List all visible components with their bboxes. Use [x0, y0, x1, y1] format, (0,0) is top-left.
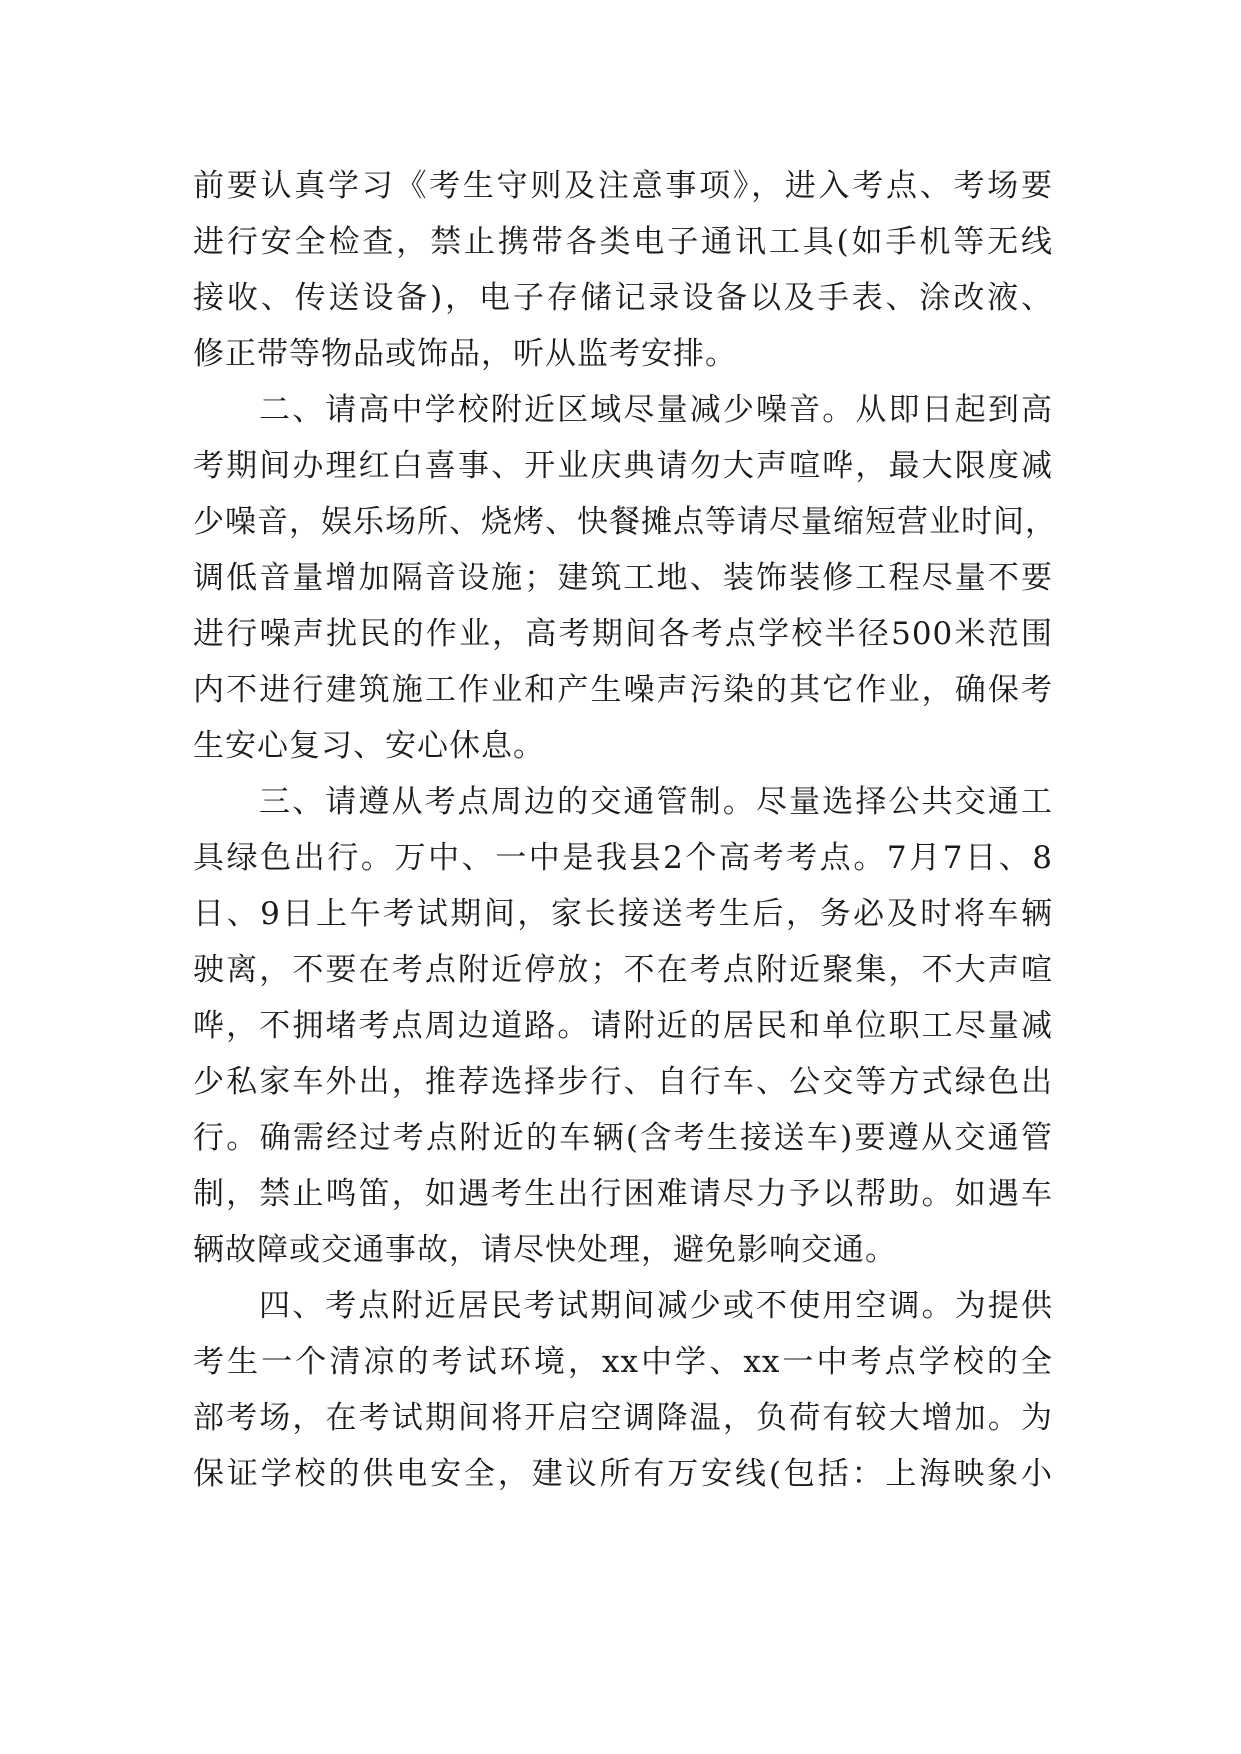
text-line: 驶离，不要在考点附近停放；不在考点附近聚集，不大声喧 [193, 952, 1053, 988]
text-line: 日、9日上午考试期间，家长接送考生后，务必及时将车辆 [193, 896, 1053, 932]
text-line: 进行噪声扰民的作业，高考期间各考点学校半径500米范围 [193, 616, 1053, 652]
text-line: 哗，不拥堵考点周边道路。请附近的居民和单位职工尽量减 [193, 1008, 1053, 1044]
text-line: 具绿色出行。万中、一中是我县2个高考考点。7月7日、8 [193, 840, 1053, 876]
text-line: 保证学校的供电安全，建议所有万安线(包括：上海映象小 [193, 1456, 1053, 1492]
text-line: 内不进行建筑施工作业和产生噪声污染的其它作业，确保考 [193, 672, 1053, 708]
text-line: 修正带等物品或饰品，听从监考安排。 [193, 336, 737, 372]
text-line: 生安心复习、安心休息。 [193, 728, 545, 764]
text-line: 接收、传送设备)，电子存储记录设备以及手表、涂改液、 [193, 280, 1053, 316]
paragraph-2-first-line: 二、请高中学校附近区域尽量减少噪音。从即日起到高 [259, 392, 1053, 428]
text-line: 少噪音，娱乐场所、烧烤、快餐摊点等请尽量缩短营业时间， [193, 504, 1057, 540]
text-line: 考期间办理红白喜事、开业庆典请勿大声喧哗，最大限度减 [193, 448, 1053, 484]
text-line: 进行安全检查，禁止携带各类电子通讯工具(如手机等无线 [193, 224, 1053, 260]
text-line: 少私家车外出，推荐选择步行、自行车、公交等方式绿色出 [193, 1064, 1053, 1100]
paragraph-3-first-line: 三、请遵从考点周边的交通管制。尽量选择公共交通工 [259, 784, 1053, 820]
paragraph-4-first-line: 四、考点附近居民考试期间减少或不使用空调。为提供 [259, 1288, 1053, 1324]
text-line: 前要认真学习《考生守则及注意事项》，进入考点、考场要 [193, 168, 1053, 204]
document-body [193, 158, 1057, 1502]
text-line: 制，禁止鸣笛，如遇考生出行困难请尽力予以帮助。如遇车 [193, 1176, 1053, 1212]
text-line: 辆故障或交通事故，请尽快处理，避免影响交通。 [193, 1232, 897, 1268]
text-line: 考生一个清凉的考试环境，xx中学、xx一中考点学校的全 [193, 1344, 1053, 1380]
text-line: 部考场，在考试期间将开启空调降温，负荷有较大增加。为 [193, 1400, 1053, 1436]
text-line: 行。确需经过考点附近的车辆(含考生接送车)要遵从交通管 [193, 1120, 1053, 1156]
text-line: 调低音量增加隔音设施；建筑工地、装饰装修工程尽量不要 [193, 560, 1053, 596]
